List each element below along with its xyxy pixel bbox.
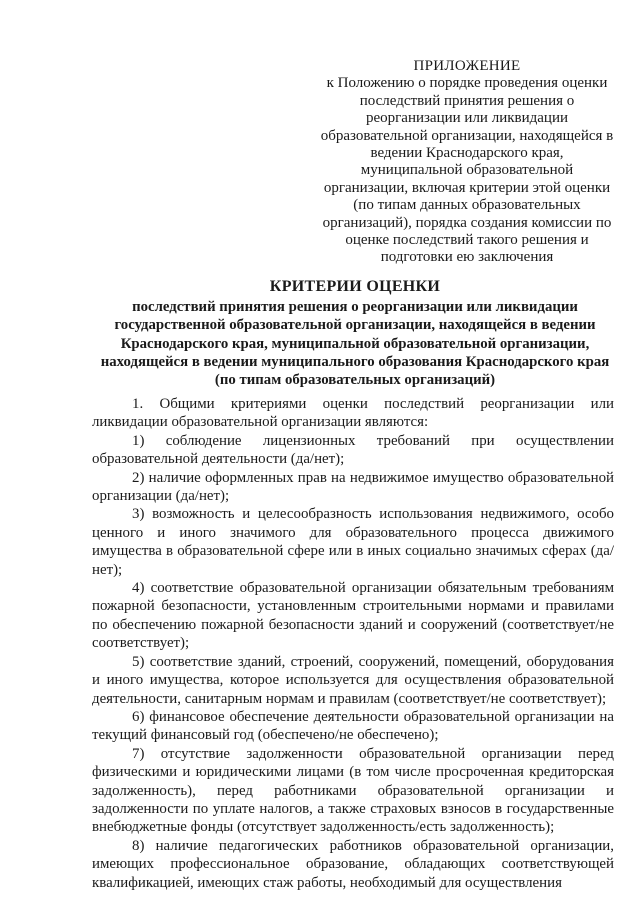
paragraph-item-4: 4) соответствие образовательной организации обязательным требованиям пожарной безопасности, установленным строительными нормами и правилами по обеспечению пожарной безопасности зданий и сооружений (соответствует/не соответствует);	[92, 580, 614, 652]
paragraph-item-5: 5) соответствие зданий, строений, сооружений, помещений, оборудования и иного имущества, которое используется для осуществления образовательной деятельности, санитарным нормам и правилам (соответствует/не соответствует);	[92, 653, 614, 707]
paragraph-item-3: 3) возможность и целесообразность использования недвижимого, особо ценного и иного значимого для образовательного процесса движимого имущества в образовательной сфере или в иных социально значимых сферах (да/нет);	[92, 506, 614, 578]
appendix-heading: ПРИЛОЖЕНИЕ	[413, 58, 521, 74]
paragraph-item-8: 8) наличие педагогических работников образовательной организации, имеющих профессиональное образование, обладающих соответствующей квалификацией, имеющих стаж работы, необходимый для осуществления	[92, 837, 614, 891]
document-body	[92, 395, 614, 892]
paragraph-general-criteria: 1. Общими критериями оценки последствий реорганизации или ликвидации образовательной организации являются:	[92, 396, 614, 431]
appendix-text: к Положению о порядке проведения оценки последствий принятия решения о реорганизации или ликвидации образовательной организации, находящейся в ведении Краснодарского края, муниципальной образовательной организации, включая критерии этой оценки (по типам данных образовательных организаций), порядка создания комиссии по оценке последствий такого решения и подготовки ею заключения	[320, 75, 614, 266]
appendix-block	[318, 58, 616, 267]
paragraph-item-1: 1) соблюдение лицензионных требований при осуществлении образовательной деятельности (да/нет);	[92, 432, 614, 468]
paragraph-item-7: 7) отсутствие задолженности образовательной организации перед физическими и юридическими лицами (в том числе просроченная кредиторская задолженность), перед работниками образовательной организации и задолженности по уплате налогов, а также страховых взносов в государственные внебюджетные фонды (отсутствует задолженность/есть задолженность);	[92, 745, 614, 836]
criteria-subtitle: последствий принятия решения о реорганизации или ликвидации государственной образовательной организации, находящейся в ведении Краснодарского края, муниципальной образовательной организации, находящейся в ведении муниципального образования Краснодарского края (по типам образовательных организаций)	[100, 299, 610, 389]
criteria-title: КРИТЕРИИ ОЦЕНКИ	[269, 278, 441, 295]
paragraph-item-6: 6) финансовое обеспечение деятельности образовательной организации на текущий финансовый год (обеспечено/не обеспечено);	[92, 708, 614, 744]
paragraph-item-2: 2) наличие оформленных прав на недвижимое имущество образовательной организации (да/нет);	[92, 469, 614, 505]
criteria-header	[92, 277, 618, 389]
